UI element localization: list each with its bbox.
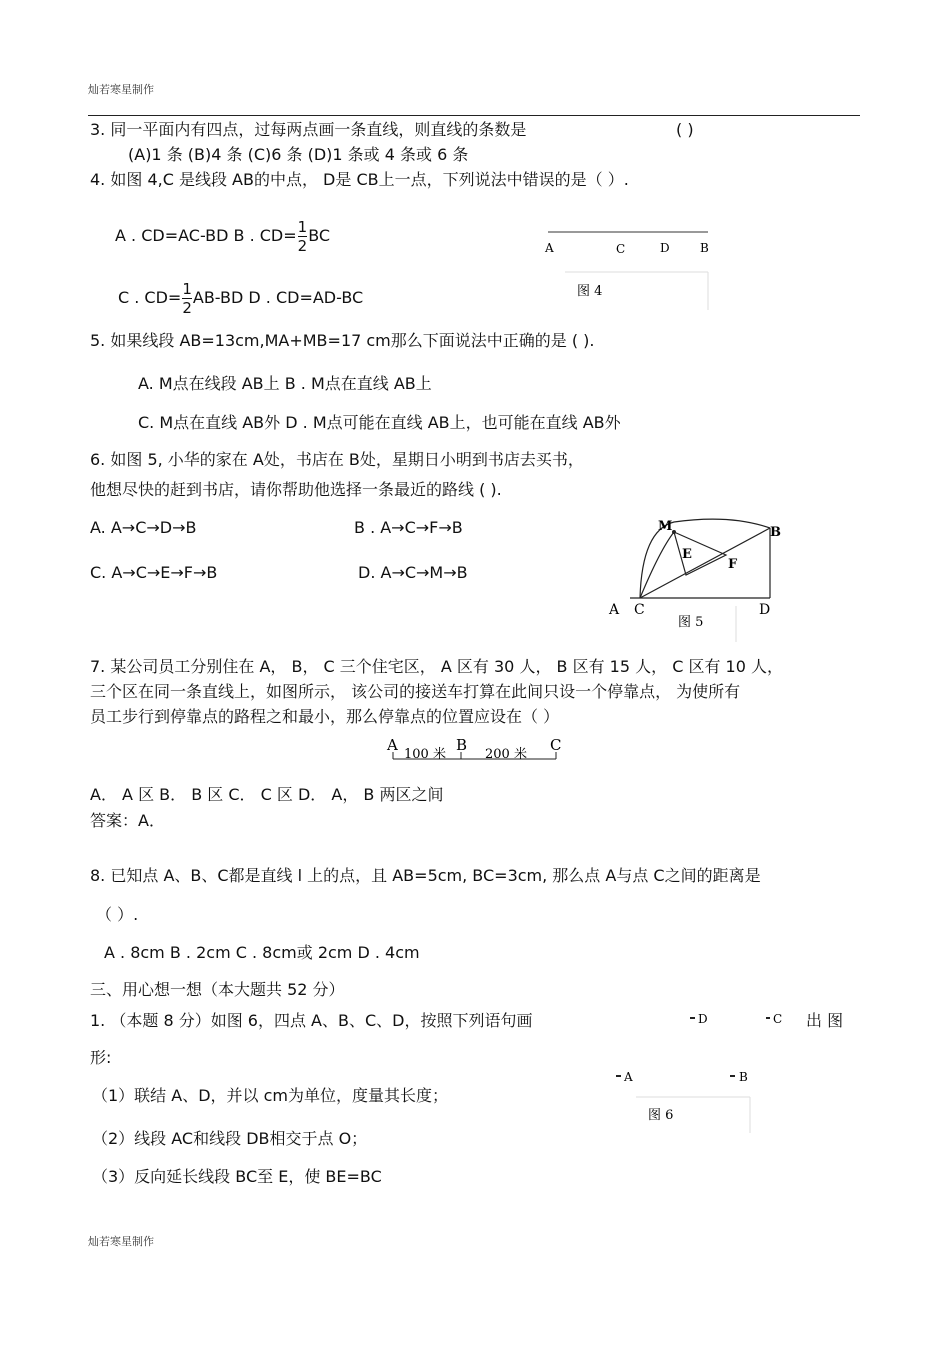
footer-maker: 灿若寒星制作: [88, 1235, 154, 1248]
q7-fig-dist-ab: 100 米: [404, 747, 446, 762]
q7-options: A． A 区 B． B 区 C． C 区 D． A， B 两区之间: [90, 785, 444, 804]
figure-q7-line: [384, 735, 574, 765]
s3-step3: （3）反向延长线段 BC至 E，使 BE=BC: [92, 1167, 382, 1186]
figure-6: [610, 1005, 800, 1135]
s3-q1-tail: 出 图: [806, 1011, 844, 1030]
q7-line1: 7. 某公司员工分别住在 A， B， C 三个住宅区， A 区有 30 人， B 区有 15 人， C 区有 10 人，: [90, 657, 783, 676]
q4-option-ab: [115, 218, 330, 255]
fig5-inner-arc: [640, 532, 674, 598]
fig6-label-a: A: [624, 1070, 633, 1084]
q4-option-c-tail: AB-BD D . CD=AD-BC: [192, 288, 364, 307]
q3-options: (A)1 条 (B)4 条 (C)6 条 (D)1 条或 4 条或 6 条: [128, 145, 469, 164]
fig5-label-m: M: [658, 519, 673, 534]
q7-fig-label-c: C: [550, 736, 562, 754]
q5-options-ab: A. M点在线段 AB上 B . M点在直线 AB上: [138, 374, 432, 393]
fig4-caption: 图 4: [577, 284, 603, 299]
q4-option-c-fraction: [182, 280, 192, 317]
q4-option-c-frac-num: 1: [182, 280, 192, 298]
fig6-label-c: C: [773, 1012, 783, 1026]
q7-answer: 答案：A．: [90, 811, 165, 830]
q4-option-b-tail: BC: [308, 226, 331, 245]
q8-options: A . 8cm B . 2cm C . 8cm或 2cm D . 4cm: [104, 943, 420, 962]
fig6-caption: 图 6: [648, 1108, 674, 1123]
q6-option-c: C. A→C→E→F→B: [90, 563, 218, 582]
q6-option-a: A. A→C→D→B: [90, 518, 197, 537]
fig4-label-b: B: [700, 241, 709, 255]
fig5-caption: 图 5: [678, 615, 704, 630]
q8-line1: 8. 已知点 A、B、C都是直线 l 上的点，且 AB=5cm, BC=3cm, 那么点 A与点 C之间的距离是: [90, 866, 761, 885]
q5-stem: 5. 如果线段 AB=13cm,MA+MB=17 cm那么下面说法中正确的是 ( ).: [90, 331, 595, 350]
s3-step2: （2）线段 AC和线段 DB相交于点 O；: [92, 1129, 368, 1148]
fig5-label-d: D: [759, 602, 771, 618]
q4-option-cd: [118, 280, 363, 317]
q7-fig-label-b: B: [456, 736, 468, 754]
q4-option-b-fraction: [298, 218, 308, 255]
q8-line2: （ ）.: [96, 905, 139, 924]
figure-4: [540, 220, 720, 312]
fig6-label-b: B: [739, 1070, 748, 1084]
q3-paren: ( ): [676, 120, 694, 139]
fig5-label-c: C: [634, 602, 645, 618]
fig6-label-d: D: [698, 1012, 708, 1026]
q7-fig-label-a: A: [387, 736, 398, 754]
q6-line2: 他想尽快的赶到书店，请你帮助他选择一条最近的路线 ( ).: [90, 480, 502, 499]
fig4-label-a: A: [545, 241, 554, 255]
section3-title: 三、用心想一想（本大题共 52 分）: [90, 980, 345, 999]
s3-q1-line1: 1. （本题 8 分）如图 6，四点 A、B、C、D，按照下列语句画: [90, 1011, 533, 1030]
fig5-label-f: F: [728, 557, 738, 572]
fig5-label-a: A: [609, 602, 620, 618]
q3-stem: 3. 同一平面内有四点，过每两点画一条直线，则直线的条数是: [90, 120, 527, 139]
s3-step1: （1）联结 A、D，并以 cm为单位，度量其长度；: [92, 1086, 449, 1105]
fig4-label-c: C: [616, 242, 626, 256]
fig5-label-b: B: [770, 525, 781, 540]
q4-option-b-frac-den: 2: [297, 237, 308, 255]
fig4-label-d: D: [660, 241, 670, 255]
fig5-point-m: [672, 530, 676, 534]
header-rule: [88, 115, 860, 116]
fig5-label-e: E: [682, 547, 692, 562]
q5-options-cd: C. M点在直线 AB外 D . M点可能在直线 AB上，也可能在直线 AB外: [138, 413, 621, 432]
q7-line2: 三个区在同一条直线上，如图所示， 该公司的接送车打算在此间只设一个停靠点， 为使所有: [90, 682, 741, 701]
header-maker: 灿若寒星制作: [88, 83, 154, 96]
q6-option-b: B . A→C→F→B: [354, 518, 463, 537]
q4-stem: 4. 如图 4,C 是线段 AB的中点， D是 CB上一点，下列说法中错误的是（ ）.: [90, 170, 629, 189]
q7-fig-dist-bc: 200 米: [485, 747, 527, 762]
q4-option-c-head: C . CD=: [118, 288, 182, 307]
q7-line3: 员工步行到停靠点的路程之和最小，那么停靠点的位置应设在（ ）: [90, 707, 560, 726]
q6-option-d: D. A→C→M→B: [358, 563, 468, 582]
q4-option-a-text: A . CD=AC-BD B . CD=: [115, 226, 297, 245]
q4-option-b-frac-num: 1: [297, 218, 308, 236]
q4-option-c-frac-den: 2: [182, 299, 192, 317]
s3-q1-line2: 形:: [90, 1048, 112, 1067]
q6-line1: 6. 如图 5, 小华的家在 A处，书店在 B处，星期日小明到书店去买书，: [90, 450, 584, 469]
fig5-path-cb: [640, 528, 770, 598]
figure-5: [600, 510, 790, 645]
